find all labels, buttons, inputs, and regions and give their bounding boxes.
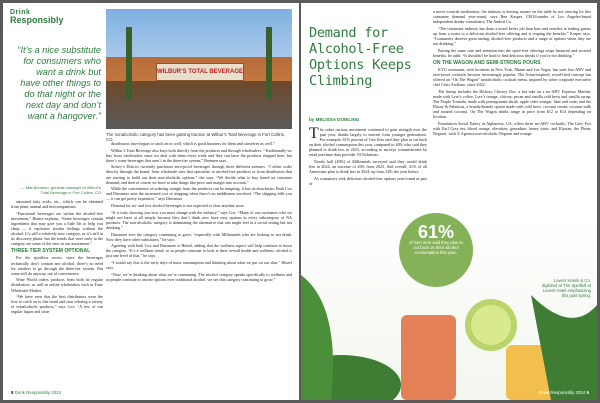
paragraph: “Functional beverages are within the alcohol-free movement,” Bonita explains. “Some beverages contain ingredients that may give you a little lift or help you sleep — it replicates similar feelings without the alcohol. It’s still a relatively new category, as it’s still in its discovery phase, but the trends that were early to the category are some of the ones in our assortment.” <box>11 210 103 247</box>
article-headline: Demand for Alcohol-Free Options Keeps Climbing <box>309 25 412 89</box>
folio-title: Drink Responsibly 2024 <box>538 390 586 395</box>
palm-tree-right <box>266 27 272 99</box>
paragraph: “We have seen that the best distributors were the first to catch on to this trend and start offering a variety of nonalcoholic products,” says Cox. “A few of our regular liquor and wine <box>11 294 103 315</box>
pull-quote: “It’s a nice substitute for consumers who want a drink but have other things to do that night or the next day and don’t want a hangover.” <box>17 45 101 121</box>
left-column-1 <box>11 199 103 316</box>
brand-line1: Drink <box>10 9 31 16</box>
lime-slice-inner <box>471 305 511 345</box>
right-column-1 <box>309 127 427 188</box>
brand-line2: Responsibly <box>10 15 64 25</box>
paragraph: For the spiritless sector, since the beverages technically don’t contain any alcohol, there’s no need for retailers to go through the three-tier system. But some still do anyway, out of convenience. <box>11 255 103 276</box>
leaf-shape <box>301 275 333 400</box>
paragraph: While the convenience of ordering straight from the producer can be tempting, it has its drawbacks. Both Cox and Dinsmore note the increased cost of shipping when there’s no middlemen involved. “The shipping bills you — it can get pretty expensive,” says Dinsmore. <box>106 186 292 202</box>
folio-title: Drink Responsibly 2024 <box>14 390 62 395</box>
page-number: 9 <box>586 390 589 395</box>
paragraph: saturated fatty acids, etc., which can be obtained from plant, animal and microorganisms. <box>11 199 103 210</box>
page-number: 8 <box>11 390 14 395</box>
paragraph: distributors have begun to catch on as well, which is good business for them and ourselves as well.” <box>111 141 275 146</box>
right-page <box>301 3 597 400</box>
paragraph: “The restaurant industry has done a much better job than bars and retailers at trading guests up from a water to a delicious alcohol-free offering and is reaping the benefits,” Kasper says. “Consumers deserve great tasting, alcohol-free products and a range of options when they are not drinking.” <box>433 25 591 47</box>
pull-quote-attribution: — Mat Brennen, general manager of Wilbur’s Total Beverage in Fort Collins, CO <box>20 185 101 195</box>
page-folio-left <box>11 390 61 395</box>
section-heading: THREE-TIER SYSTEM OPTIONAL <box>11 248 91 255</box>
left-column-2 <box>106 141 292 283</box>
stat-percentage: 61% <box>417 222 455 242</box>
left-page <box>3 3 299 400</box>
paragraph: Demand for no- and low-alcohol beverages is not expected to slow anytime soon. <box>111 203 245 209</box>
paragraph: As consumers seek delicious alcohol-free options year-round as part of <box>309 175 427 186</box>
photo-credit: Lovers Hotels & Co. digitized at The Spiritfull at Lovers Hotel emphasizing this past spring. <box>541 278 591 298</box>
paragraph: “It is truly showing you how you must change with the industry,” says Cox. “Many of our customers who we might not have at all simply because they don’t drink now have easy options in every subcategory of NA products. The non-alcoholic category is dominating the alternative that one might feel in a social setting but not drinking.” <box>106 209 292 230</box>
paragraph: Wine World orders products from both its regular distributors, as well as online wholesalers such as Faire Wholesale Market. <box>11 277 103 293</box>
section-heading: ON THE WAGON AND SEMI-STRONG POURS <box>433 59 541 66</box>
right-column-2 <box>433 9 591 138</box>
lead-paragraph-text: he sober curious movement continued to gain strength over the past year, thanks largely to interest from younger generations. For example, 61% percent of Gen Zers said they plan to cut back on their alcohol consumption this year, compared to 40% who said they planned to drink less in 2023, according to surveys commissioned by retail purchase data provider NCSolutions. <box>309 127 427 158</box>
paragraph: Nearly half (49%) of Millennials surveyed said they would drink less in 2024, an increase of 26% from 2023. And overall, 41% of all Americans plan to drink less in 2024, up from 34% the year before. <box>309 159 427 175</box>
paragraph: “Now, we’re thinking about what we’re consuming. The alcohol category speaks specifically to wellness and as people continue to choose options over traditional alcohol, we see this category continuing to grow.” <box>106 271 292 282</box>
store-sign: WILBUR’S TOTAL BEVERAGE <box>156 63 244 81</box>
photo-caption: The nonalcoholic category has been gaining traction at Wilbur’s Total Beverage in Fort Collins, CO. <box>106 132 286 142</box>
paragraph: “I would say this is the early days of mass consumption and thinking about what we put on our skin,” Hetzel says. <box>106 259 292 271</box>
paragraph: a move towards moderation, the industry is leaving money on the table by not catering for this consumer demand year-round, says Ben Kasper, CEO/founder of Los Angeles-based independent drinks-consultancy The Ambrit Co. <box>433 9 591 25</box>
paragraph: Dinsmore sees the category continuing to grow, “especially with Millennials who are looking to not drink. Now they have other substitutes,” he says. <box>106 231 292 242</box>
byline: by MELISSA DOWLING <box>309 117 360 122</box>
stat-callout <box>399 213 473 287</box>
store-photo <box>106 9 292 129</box>
cocktail-glass <box>401 315 456 400</box>
paragraph: Wilbur’s Total Beverage also buys both directly from the producer and through wholesalers. “Traditionally we buy from wholesalers since we deal with them every week and they can have the products shipped here, but there’s some beverages that aren’t in the three-tier system,” Brennen says. <box>106 147 292 163</box>
paragraph: KYU restaurant, with locations in New York, Miami and Las Vegas, has seen low-ABV and zero-proof cocktails become increasingly popular. The Asian-inspired, wood-fired concept has offered an “On The Wagon” nonalcoholic cocktail menu, inspired by sober corporate executive chef Chris Arellano, since 2022. <box>433 66 591 88</box>
page-folio-right <box>539 390 589 395</box>
paragraph: Putting the same care and attention into the spirit-free offerings reaps financial and societal benefits, he adds. “It shouldn’t be hard to find delicious drinks if you’re not drinking.” <box>433 47 591 58</box>
drop-cap: T <box>309 125 319 142</box>
paragraph: Foundation Social Eatery in Alpharetta, GA, offers three no-ABV cocktails: The Grey Fox with Earl Grey tea, blood orange, elevation, grenadine, honey tonic; and Elysian, the Phony Negroni, with 3/ Agencia non-alcoholic Negroni and orange. <box>433 120 591 137</box>
paragraph: Agreeing with both Cox and Dinsmore is Hetzel, adding that the wellness aspect will help continue to boost the category. “It’s a wellness trend, so as people continue to look at their overall health and wellness, alcohol is just one level of that,” he says. <box>106 243 292 259</box>
paragraph: The lineup includes the Hickory Chicory Doc, a hot take on a no-ABV Espresso Martini, made with Lyre’s coffee, Lyre’s orange, chicory, pecan and vanilla cold brew and vanilla syrup; The Purple Tomoda, made with pomegranate shrub, apple cider vinegar, lime and soda; and the Ebony & Fabulous, a brandy/brandy option made with cold brew, coconut cream, coconut milk and toasted coconut. On The Wagon drinks range in price from $12 to $14 depending on location. <box>433 88 591 120</box>
stat-description: of Gen Zers said they plan to cut back on their alcohol consumption this year. <box>409 240 463 255</box>
magazine-spread <box>3 3 597 400</box>
brand-logo <box>10 9 64 25</box>
paragraph <box>309 127 427 158</box>
palm-tree-left <box>126 27 132 99</box>
paragraph: Sickey’s District currently purchases zero-proof beverages through three different avenues. “I either order directly through the brand, from wholesale sites that specialize in alcohol-free products or from distributors that are starting to build out their non-alcoholic options,” she says. “We decide what to buy based on customer demand, and then of course we have to take things like price and margin into account.” <box>106 164 292 185</box>
